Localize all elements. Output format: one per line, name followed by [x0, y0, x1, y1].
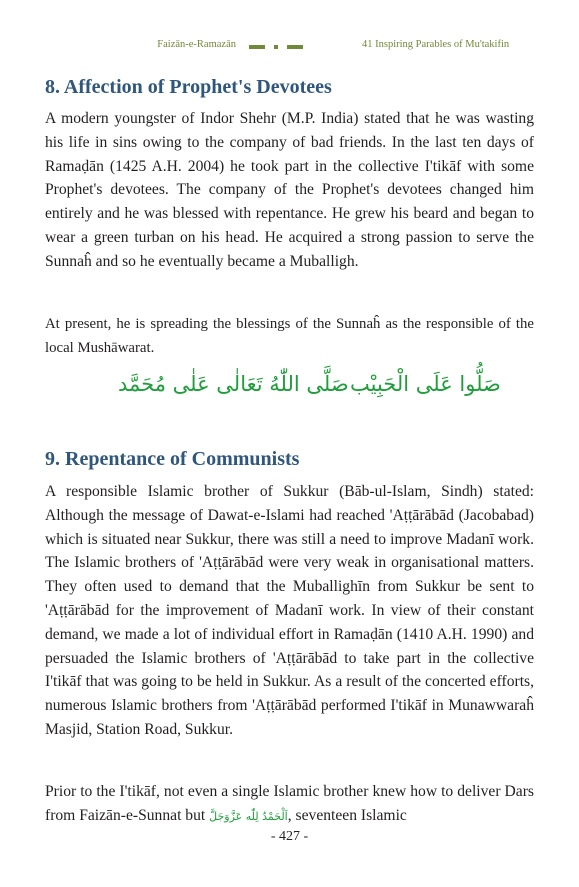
header-separator	[249, 45, 355, 49]
header-chapter-title: 41 Inspiring Parables of Mu'takifin	[362, 39, 510, 50]
header-book-title: Faizān-e-Ramazān	[157, 39, 236, 50]
page-number: - 427 -	[270, 829, 309, 844]
inline-arabic-phrase: اَلْحَمْدُ لِلّٰه عَزَّوَجَلَّ	[209, 809, 288, 823]
section-9-paragraph-2	[45, 780, 534, 829]
section-8-paragraph-1: A modern youngster of Indor Shehr (M.P. India) stated that he was wasting his life in sins owing to the company of bad friends. In the last ten days of Ramaḍān (1425 A.H. 2004) he took part in the collective I'tikāf with some Prophet's devotees. The company of the Prophet's devotees changed him entirely and he was blessed with repentance. He grew his beard and began to wear a green turban on his head. He acquired a strong passion to serve the Sunnaĥ and so he eventually became a Muballigh.	[45, 110, 534, 270]
section-9-paragraph-1: A responsible Islamic brother of Sukkur (Bāb-ul-Islam, Sindh) stated: Although the message of Dawat-e-Islami had reached 'Aṭṭārābād (Jacobabad) which is situated near Sukkur, there was still a need to improve Madanī work. The Islamic brothers of 'Aṭṭārābād were very weak in organisational matters. They often used to demand that the Muballighīn from Sukkur be sent to 'Aṭṭārābād for the improvement of Madanī work. In view of their constant demand, we made a lot of individual effort in Ramaḍān (1410 A.H. 1990) and persuaded the Islamic brothers of 'Aṭṭārābād to take part in the collective I'tikāf that was going to be held in Sukkur. As a result of the concerted efforts, numerous Islamic brothers from 'Aṭṭārābād performed I'tikāf in Munawwaraĥ Masjid, Station Road, Sukkur.	[45, 483, 534, 738]
salutation-right: صَلُّوا عَلَى الْحَبِيْب	[350, 372, 501, 396]
paragraph-2-text-start: Prior to the I'tikāf, not even a single Islamic brother knew how to deliver Dars from Faizān-e-Sunnat but	[45, 783, 534, 824]
running-header	[0, 37, 579, 55]
section-heading-8: 8. Affection of Prophet's Devotees	[45, 76, 332, 98]
section-8-paragraph-2: At present, he is spreading the blessings of the Sunnaĥ as the responsible of the local Mushāwarat.	[45, 316, 534, 356]
section-heading-9: 9. Repentance of Communists	[45, 448, 300, 470]
paragraph-2-text-end: , seventeen Islamic	[287, 806, 407, 824]
salutation-left: صَلَّى اللّٰهُ تَعَالٰى عَلٰى مُحَمَّد	[118, 372, 349, 396]
